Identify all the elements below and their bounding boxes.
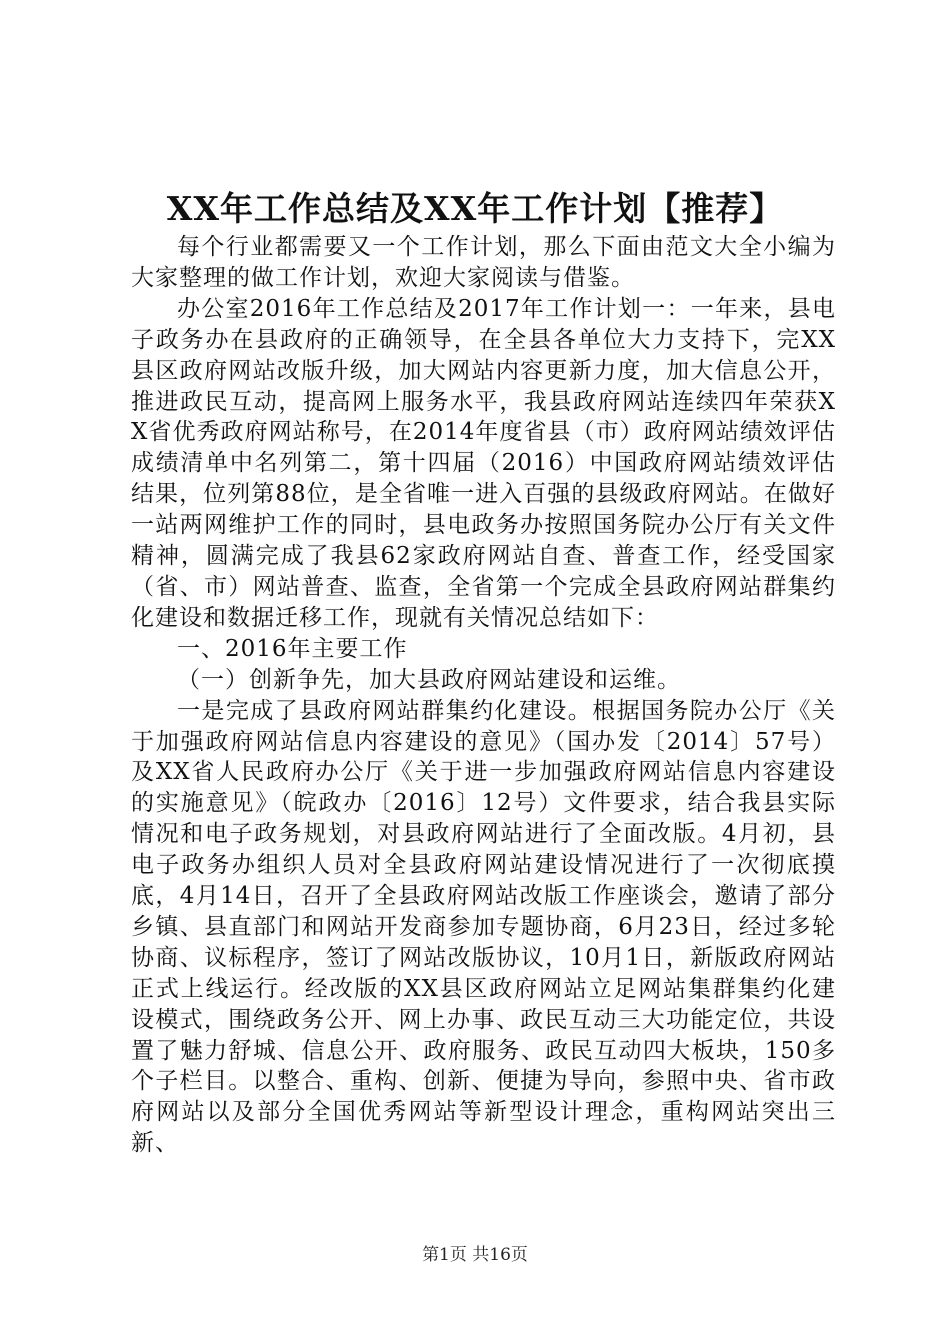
paragraph-intro: 每个行业都需要又一个工作计划，那么下面由范文大全小编为大家整理的做工作计划，欢迎大家阅读与借鉴。 [131, 234, 836, 291]
page-number: 第1页 共16页 [422, 1245, 528, 1265]
subsection-heading-website: （一）创新争先，加大县政府网站建设和运维。 [177, 666, 681, 693]
paragraph-summary: 办公室2016年工作总结及2017年工作计划一：一年来，县电子政务办在县政府的正确领导，在全县各单位大力支持下，完XX县区政府网站改版升级，加大网站内容更新力度，加大信息公开，推进政民互动，提高网上服务水平，我县政府网站连续四年荣获XX省优秀政府网站称号，在2014年度省县（市）政府网站绩效评估成绩清单中名列第二，第十四届（2016）中国政府网站绩效评估结果，位列第88位，是全省唯一进入百强的县级政府网站。在做好一站两网维护工作的同时，县电政务办按照国务院办公厅有关文件精神，圆满完成了我县62家政府网站自查、普查工作，经受国家（省、市）网站普查、监查，全省第一个完成全县政府网站群集约化建设和数据迁移工作，现就有关情况总结如下： [131, 295, 836, 631]
document-title: XX年工作总结及XX年工作计划【推荐】 [166, 189, 784, 228]
section-heading-main-work: 一、2016年主要工作 [177, 635, 408, 662]
paragraph-website-construction: 一是完成了县政府网站群集约化建设。根据国务院办公厅《关于加强政府网站信息内容建设的意见》（国办发〔2014〕57号）及XX省人民政府办公厅《关于进一步加强政府网站信息内容建设的实施意见》（皖政办〔2016〕12号）文件要求，结合我县实际情况和电子政务规划，对县政府网站进行了全面改版。4月初，县电子政务办组织人员对全县政府网站建设情况进行了一次彻底摸底，4月14日，召开了全县政府网站改版工作座谈会，邀请了部分乡镇、县直部门和网站开发商参加专题协商，6月23日，经过多轮协商、议标程序，签订了网站改版协议，10月1日，新版政府网站正式上线运行。经改版的XX县区政府网站立足网站集群集约化建设模式，围绕政务公开、网上办事、政民互动三大功能定位，共设置了魅力舒城、信息公开、政府服务、政民互动四大板块，150多个子栏目。以整合、重构、创新、便捷为导向，参照中央、省市政府网站以及部分全国优秀网站等新型设计理念，重构网站突出三新、 [131, 697, 836, 1157]
document-body [131, 232, 836, 1159]
